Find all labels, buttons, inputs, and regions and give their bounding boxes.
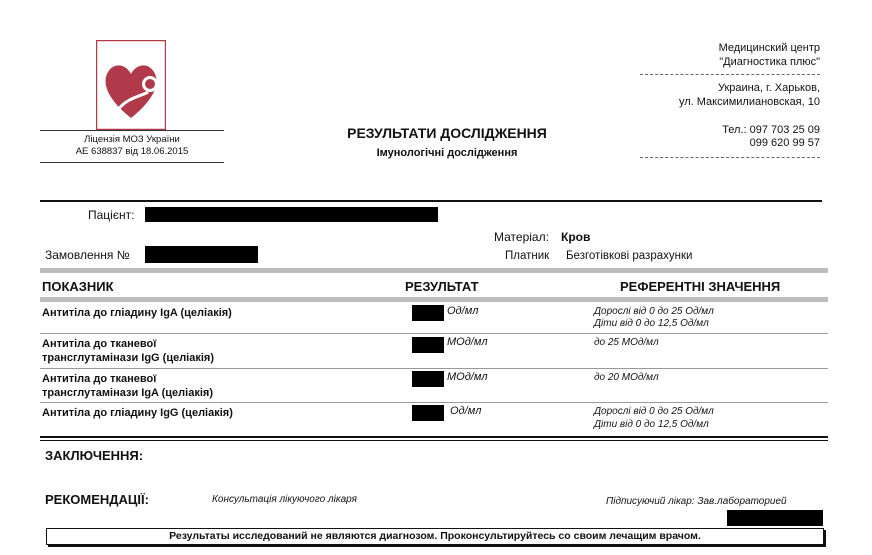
center-name-1: Медицинский центр <box>718 42 820 54</box>
license-line-1: Ліцензія МОЗ України <box>84 134 180 145</box>
header-rule <box>40 200 822 202</box>
result-redacted <box>412 305 444 321</box>
conclusion-label: ЗАКЛЮЧЕННЯ: <box>45 448 144 463</box>
payer-label: Платник <box>505 250 550 262</box>
payer-value: Безготівкові разрахунки <box>566 250 693 262</box>
page-title: РЕЗУЛЬТАТИ ДОСЛІДЖЕННЯ <box>347 125 547 141</box>
table-bottom-rule-2 <box>40 440 828 441</box>
disclaimer-footer: Результаты исследований не являются диагнозом. Проконсультируйтесь со своим лечащим врачом. <box>46 528 824 545</box>
result-redacted <box>412 337 444 353</box>
patient-name-redacted <box>145 207 438 222</box>
column-header-reference: РЕФЕРЕНТНІ ЗНАЧЕННЯ <box>620 279 781 294</box>
table-row-name: трансглутамінази IgA (целіакія) <box>42 387 213 399</box>
column-header-result: РЕЗУЛЬТАТ <box>405 279 479 294</box>
reference-value: до 20 МОд/мл <box>594 372 659 383</box>
column-header-indicator: ПОКАЗНИК <box>42 279 114 294</box>
license-line-2: АЕ 638837 від 18.06.2015 <box>75 146 189 157</box>
table-row-name: трансглутамінази IgG (целіакія) <box>42 352 215 364</box>
result-redacted <box>412 405 444 421</box>
address-line-2: ул. Максимилиановская, 10 <box>678 96 820 108</box>
table-header-bar-top <box>40 268 828 273</box>
result-unit: МОд/мл <box>447 371 488 383</box>
row-divider <box>40 368 828 369</box>
order-number-redacted <box>145 246 258 263</box>
result-unit: Од/мл <box>447 305 479 317</box>
doctor-name-redacted <box>727 510 823 526</box>
table-header-bar-bottom <box>40 297 828 302</box>
table-row-name: Антитіла до тканевої <box>42 373 157 385</box>
order-label: Замовлення № <box>45 248 130 262</box>
page-subtitle: Імунологічні дослідження <box>376 147 518 159</box>
clinic-logo <box>96 40 166 130</box>
doctor-label: Підписуючий лікар: Зав.лабораторией <box>606 496 787 507</box>
recommendation-text: Консультація лікуючого лікаря <box>212 494 357 505</box>
address-line-1: Украина, г. Харьков, <box>717 82 820 94</box>
table-row-name: Антитіла до тканевої <box>42 338 157 350</box>
row-divider <box>40 402 828 403</box>
recommendation-label: РЕКОМЕНДАЦІЇ: <box>45 492 149 507</box>
table-row-name: Антитіла до гліадину IgA (целіакія) <box>42 307 232 319</box>
result-unit: МОд/мл <box>447 336 488 348</box>
result-redacted <box>412 371 444 387</box>
phone-line-1: Тел.: 097 703 25 09 <box>722 124 820 136</box>
reference-value: Дорослі від 0 до 25 Од/мл <box>594 406 714 417</box>
table-row-name: Антитіла до гліадину IgG (целіакія) <box>42 407 233 419</box>
material-label: Матеріал: <box>494 230 549 244</box>
reference-value: до 25 МОд/мл <box>594 337 659 348</box>
table-bottom-rule <box>40 436 828 438</box>
center-name-2: "Диагностика плюс" <box>719 56 820 68</box>
reference-value: Діти від 0 до 12,5 Од/мл <box>594 419 709 430</box>
material-value: Кров <box>561 230 591 244</box>
phone-line-2: 099 620 99 57 <box>749 137 820 149</box>
info-divider-2 <box>640 157 820 158</box>
license-divider <box>40 130 224 131</box>
result-unit: Од/мл <box>450 405 482 417</box>
reference-value: Діти від 0 до 12,5 Од/мл <box>594 318 709 329</box>
license-divider-bottom <box>40 162 224 163</box>
info-divider-1 <box>640 74 820 75</box>
patient-label: Пацієнт: <box>88 208 135 222</box>
reference-value: Дорослі від 0 до 25 Од/мл <box>594 306 714 317</box>
row-divider <box>40 333 828 334</box>
